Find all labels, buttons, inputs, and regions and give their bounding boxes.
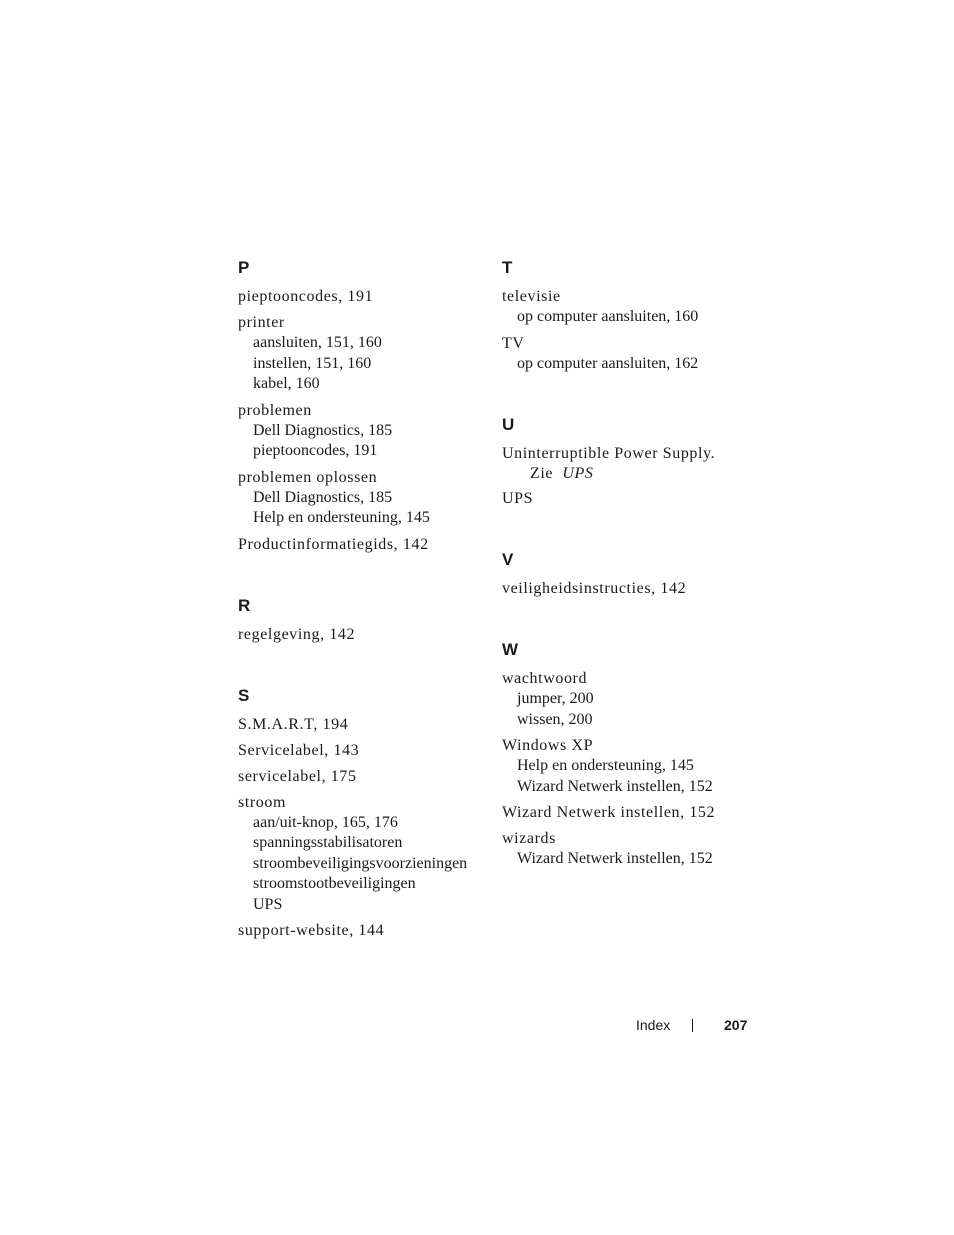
see-target: UPS <box>562 465 594 482</box>
index-entry <box>238 715 488 735</box>
index-term: Uninterruptible Power Supply. <box>502 445 716 462</box>
index-subterm: jumper, 200 <box>517 690 594 707</box>
page-number: 207 <box>724 1017 748 1033</box>
index-section <box>502 550 762 599</box>
index-subterm: Wizard Netwerk instellen, 152 <box>517 850 713 867</box>
index-subterm: Dell Diagnostics, 185 <box>253 488 393 506</box>
index-subterm: Help en ondersteuning, 145 <box>517 757 694 774</box>
index-entry <box>502 829 762 870</box>
index-section <box>238 258 488 555</box>
index-entry <box>238 401 488 462</box>
letter-gap <box>502 435 762 444</box>
footer-label: Index <box>636 1017 671 1033</box>
section-letter: W <box>502 640 519 659</box>
index-entry <box>502 444 762 483</box>
index-entry <box>238 535 488 555</box>
section-letter: R <box>238 595 251 615</box>
index-term: pieptooncodes, 191 <box>238 288 374 305</box>
index-entry <box>502 579 762 599</box>
index-entry <box>238 468 488 529</box>
index-subterm: wissen, 200 <box>517 710 593 728</box>
index-column-right <box>502 258 762 911</box>
see-reference <box>502 464 762 483</box>
index-term: printer <box>238 314 285 331</box>
index-entry <box>502 669 762 730</box>
index-entry <box>238 287 488 307</box>
index-section <box>502 640 762 870</box>
letter-gap <box>502 570 762 579</box>
index-term: Productinformatiegids, 142 <box>238 535 429 553</box>
letter-gap <box>502 660 762 669</box>
letter-gap <box>502 278 762 287</box>
index-term: Wizard Netwerk instellen, 152 <box>502 804 716 821</box>
index-entry <box>238 767 488 787</box>
letter-gap <box>238 616 488 625</box>
index-subterm: Help en ondersteuning, 145 <box>253 509 430 526</box>
section-letter: V <box>502 550 514 569</box>
index-term: S.M.A.R.T, 194 <box>238 715 349 733</box>
section-letter: T <box>502 258 513 277</box>
index-entry <box>502 489 762 509</box>
index-entry <box>238 921 488 941</box>
index-term: wizards <box>502 830 556 847</box>
index-term: regelgeving, 142 <box>238 625 356 643</box>
index-term: Windows XP <box>502 737 594 754</box>
index-subterm: aansluiten, 151, 160 <box>253 334 382 351</box>
index-term: problemen <box>238 401 312 419</box>
index-subterm: pieptooncodes, 191 <box>253 442 378 459</box>
index-term: TV <box>502 334 525 352</box>
index-entry <box>502 334 762 375</box>
index-entry <box>238 625 488 645</box>
footer-separator <box>692 1019 693 1032</box>
index-term: televisie <box>502 288 561 305</box>
index-entry <box>502 803 762 823</box>
index-subterm: stroombeveiligingsvoorzieningen <box>253 854 468 872</box>
letter-gap <box>238 278 488 287</box>
index-term: wachtwoord <box>502 670 588 687</box>
index-subterm: Dell Diagnostics, 185 <box>253 421 393 439</box>
index-subterm: kabel, 160 <box>253 375 320 392</box>
index-entry <box>238 793 488 916</box>
index-subterm: op computer aansluiten, 162 <box>517 354 699 372</box>
letter-gap <box>238 706 488 715</box>
index-entry <box>238 741 488 761</box>
index-entry <box>502 287 762 328</box>
index-section <box>238 596 488 645</box>
section-letter: U <box>502 415 515 434</box>
index-subterm: spanningsstabilisatoren <box>253 834 403 851</box>
section-letter: P <box>238 258 250 277</box>
index-term: UPS <box>502 490 534 507</box>
index-term: veiligheidsinstructies, 142 <box>502 580 687 597</box>
index-entry <box>238 313 488 395</box>
index-subterm: instellen, 151, 160 <box>253 354 372 372</box>
index-section <box>238 686 488 942</box>
index-subterm: Wizard Netwerk instellen, 152 <box>517 777 713 795</box>
index-term: servicelabel, 175 <box>238 767 357 785</box>
index-entry <box>502 736 762 797</box>
index-section <box>502 415 762 509</box>
index-term: stroom <box>238 793 287 811</box>
see-prefix: Zie <box>530 465 554 482</box>
index-subterm: UPS <box>253 895 283 913</box>
section-letter: S <box>238 685 250 705</box>
index-column-left <box>238 258 488 982</box>
index-subterm: stroomstootbeveiligingen <box>253 875 416 892</box>
index-subterm: aan/uit-knop, 165, 176 <box>253 813 398 831</box>
index-subterm: op computer aansluiten, 160 <box>517 308 699 325</box>
index-term: Servicelabel, 143 <box>238 741 360 759</box>
index-term: problemen oplossen <box>238 468 378 486</box>
index-section <box>502 258 762 374</box>
index-term: support-website, 144 <box>238 922 385 939</box>
